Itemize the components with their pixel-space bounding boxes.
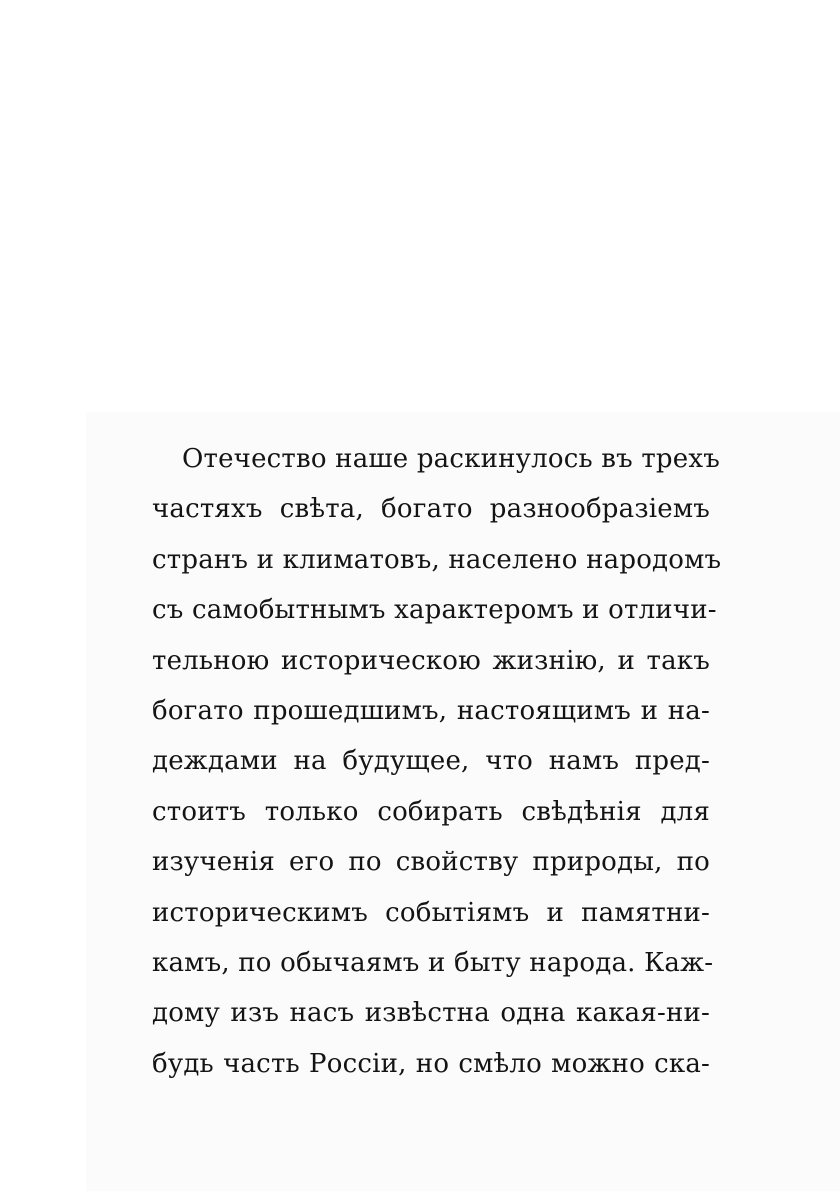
- text-line: камъ, по обычаямъ и быту народа. Каж-: [152, 947, 714, 978]
- paragraph: [152, 434, 722, 1089]
- text-line: историческимъ событіямъ и памятни-: [152, 897, 710, 928]
- text-line: будь часть Россіи, но смѣло можно ска-: [152, 1048, 710, 1079]
- text-line: дому изъ насъ извѣстна одна какая-ни-: [152, 998, 710, 1029]
- text-line: съ самобытнымъ характеромъ и отличи-: [152, 595, 717, 626]
- text-line: тельною историческою жизнію, и такъ: [152, 645, 710, 676]
- text-line: странъ и климатовъ, населено народомъ: [152, 544, 722, 575]
- text-line: стоитъ только собирать свѣдѣнія для: [152, 796, 710, 827]
- text-line: частяхъ свѣта, богато разнообразіемъ: [152, 494, 710, 525]
- text-line: деждами на будущее, что намъ пред-: [152, 746, 710, 777]
- text-line: изученія его по свойству природы, по: [152, 847, 710, 878]
- text-line: богато прошедшимъ, настоящимъ и на-: [152, 695, 710, 726]
- text-line: Отечество наше раскинулось въ трехъ: [182, 444, 720, 474]
